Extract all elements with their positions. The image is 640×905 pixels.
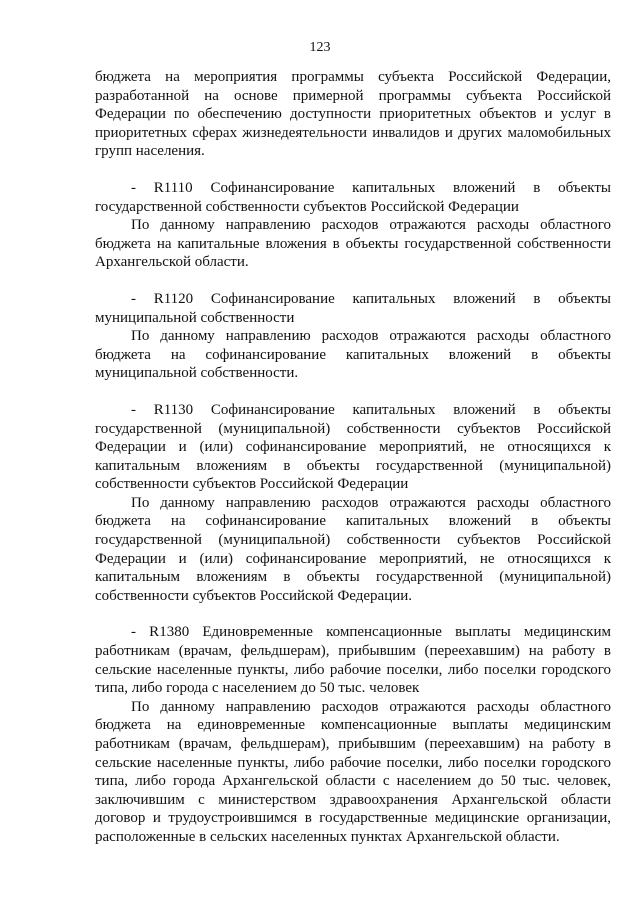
page-number: 123 — [309, 40, 331, 55]
section-body-r1380: По данному направлению расходов отражаются расходы областного бюджета на единовременные компенсационные выплаты медицинским работникам (врачам, фельдшерам), прибывшим (переехавшим) на работу в сельские населенные пункты, либо рабочие поселки, либо поселки городского типа, либо города Архангельской области с населением до 50 тыс. человек, заключившим с министерством здравоохранения Архангельской области договор и трудоустроившимся в государственные медицинские организации, расположенные в сельских населенных пунктах Архангельской области. — [95, 698, 611, 845]
section-heading-r1110: - R1110 Софинансирование капитальных вложений в объекты государственной собственности субъектов Российской Федерации — [95, 179, 611, 215]
page-body — [95, 68, 611, 847]
paragraph-continuation: бюджета на мероприятия программы субъекта Российской Федерации, разработанной на основе примерной программы субъекта Российской Федерации по обеспечению доступности приоритетных объектов и услуг в приоритетных сферах жизнедеятельности инвалидов и других маломобильных групп населения. — [95, 69, 611, 160]
section-body-r1130: По данному направлению расходов отражаются расходы областного бюджета на софинансирование капитальных вложений в объекты государственной (муниципальной) собственности субъектов Российской Федерации и (или) софинансирование мероприятий, не относящихся к капитальным вложениям в объекты государственной (муниципальной) собственности субъектов Российской Федерации. — [95, 494, 611, 604]
section-body-r1110: По данному направлению расходов отражаются расходы областного бюджета на капитальные вложения в объекты государственной собственности Архангельской области. — [95, 217, 611, 271]
section-heading-r1130: - R1130 Софинансирование капитальных вложений в объекты государственной (муниципальной) собственности субъектов Российской Федерации и (или) софинансирование мероприятий, не относящихся к капитальным вложениям в объекты государственной (муниципальной) собственности субъектов Российской Федерации — [95, 401, 611, 493]
section-heading-r1120: - R1120 Софинансирование капитальных вложений в объекты муниципальной собственности — [95, 290, 611, 326]
section-body-r1120: По данному направлению расходов отражаются расходы областного бюджета на софинансирование капитальных вложений в объекты муниципальной собственности. — [95, 328, 611, 382]
section-heading-r1380: - R1380 Единовременные компенсационные выплаты медицинским работникам (врачам, фельдшерам), прибывшим (переехавшим) на работу в сельские населенные пункты, либо рабочие поселки, либо поселки городского типа, либо города с населением до 50 тыс. человек — [95, 624, 611, 697]
